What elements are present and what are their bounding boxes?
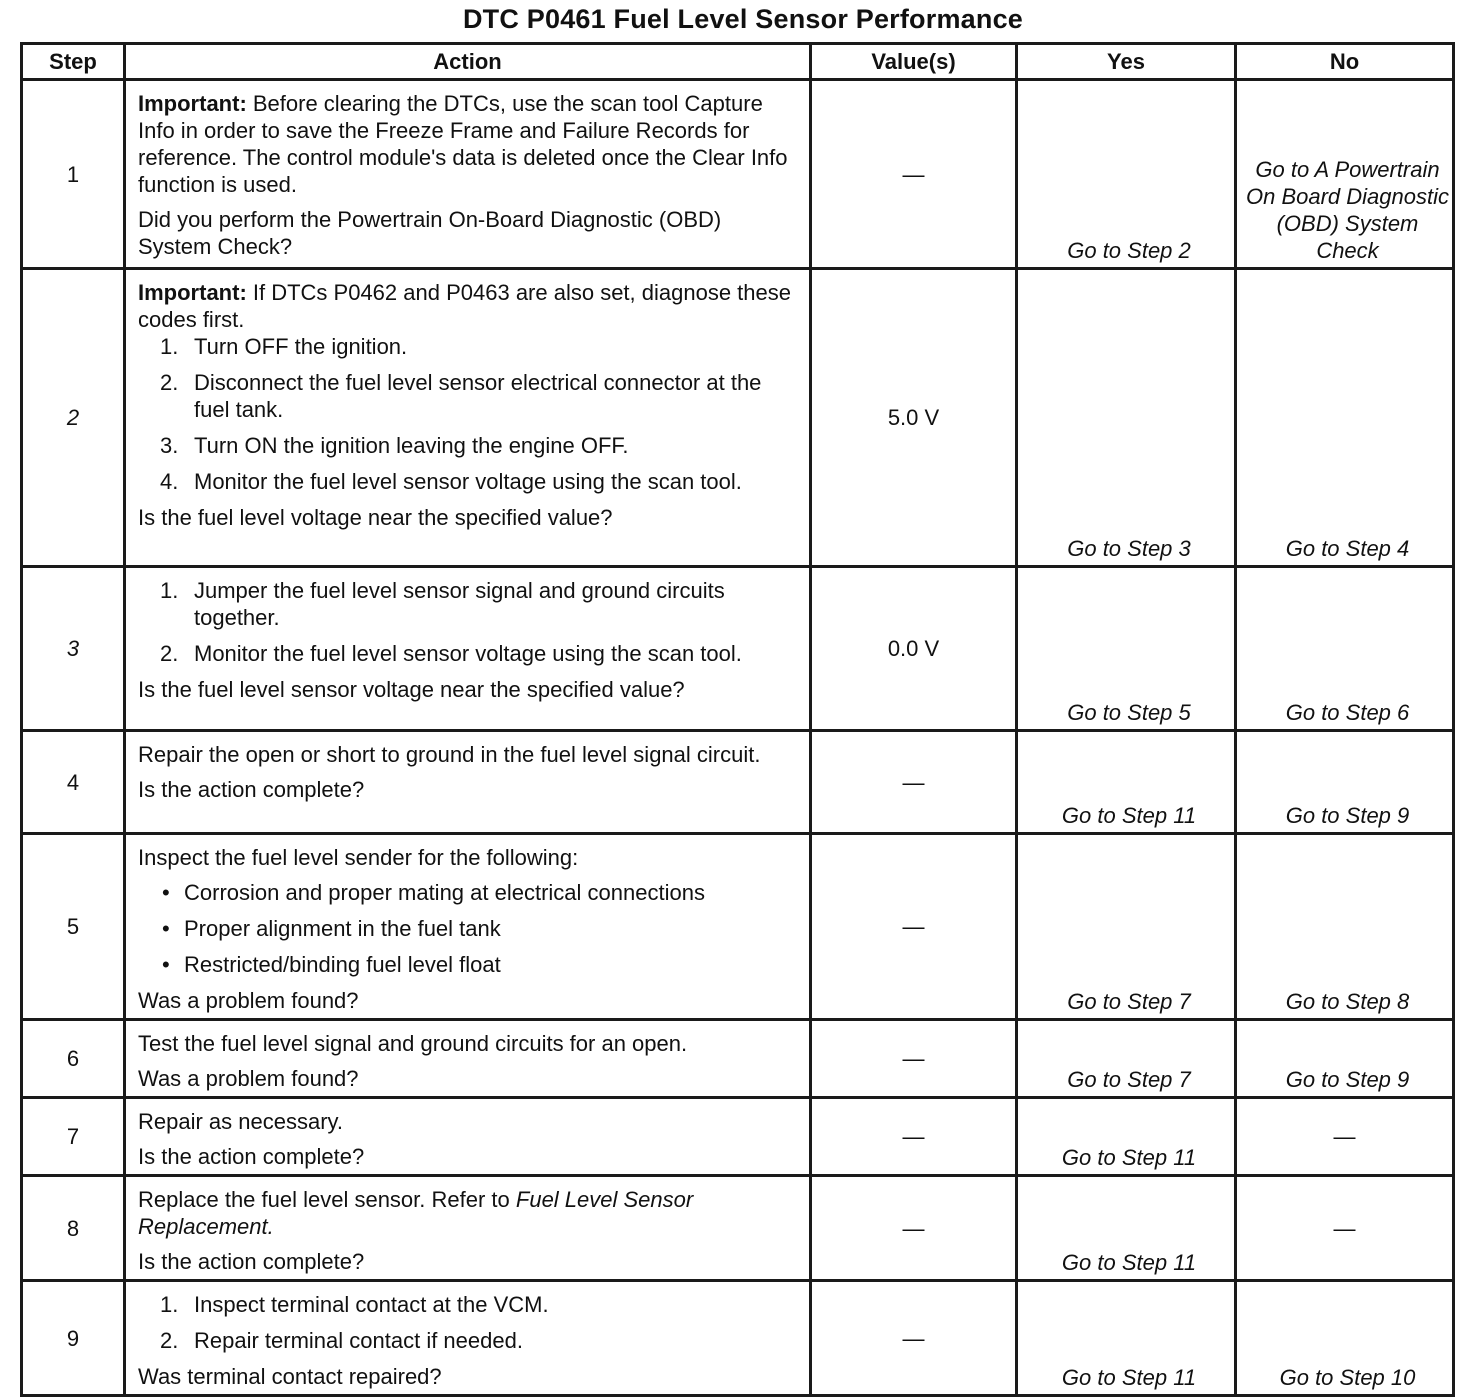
procedure-item: 1. Inspect terminal contact at the VCM. xyxy=(160,1292,549,1317)
step-question: Did you perform the Powertrain On-Board Diagnostic (OBD) System Check? xyxy=(138,207,722,259)
no-link: — xyxy=(1236,1098,1454,1176)
step-number: 4 xyxy=(22,731,125,834)
no-prefix: Go to xyxy=(1255,157,1315,182)
table-title: DTC P0461 Fuel Level Sensor Performance xyxy=(462,4,1024,34)
yes-link[interactable]: Go to Step 11 xyxy=(1017,1281,1236,1396)
value-cell: — xyxy=(811,834,1017,1020)
table-row xyxy=(22,269,1454,567)
step-number: 6 xyxy=(22,1020,125,1098)
header-step: Step xyxy=(22,44,125,80)
no-link[interactable]: Go to Step 9 xyxy=(1236,731,1454,834)
yes-link[interactable]: Go to Step 7 xyxy=(1017,834,1236,1020)
action-cell xyxy=(125,1281,811,1396)
procedure-item: 2. Repair terminal contact if needed. xyxy=(160,1328,523,1353)
procedure-list xyxy=(138,333,799,495)
diagnostic-table xyxy=(20,42,1455,1397)
no-link: — xyxy=(1236,1176,1454,1281)
action-cell xyxy=(125,834,811,1020)
procedure-item: 1. Jumper the fuel level sensor signal and ground circuits together. xyxy=(160,578,725,630)
procedure-item: 3. Turn ON the ignition leaving the engine OFF. xyxy=(160,433,629,458)
table-row xyxy=(22,1176,1454,1281)
yes-link[interactable]: Go to Step 2 xyxy=(1017,80,1236,269)
important-note xyxy=(138,90,799,198)
header-values: Value(s) xyxy=(811,44,1017,80)
table-row xyxy=(22,1020,1454,1098)
value-cell: — xyxy=(811,1098,1017,1176)
table-row xyxy=(22,567,1454,731)
action-cell xyxy=(125,1020,811,1098)
procedure-item: 4. Monitor the fuel level sensor voltage using the scan tool. xyxy=(160,469,742,494)
value-cell: — xyxy=(811,1020,1017,1098)
procedure-list xyxy=(138,1291,799,1354)
no-link[interactable]: Go to Step 8 xyxy=(1236,834,1454,1020)
value-cell: 5.0 V xyxy=(811,269,1017,567)
step-number: 7 xyxy=(22,1098,125,1176)
no-link[interactable] xyxy=(1236,80,1454,269)
yes-link[interactable]: Go to Step 11 xyxy=(1017,1176,1236,1281)
table-row xyxy=(22,731,1454,834)
step-number: 3 xyxy=(22,567,125,731)
step-question: Is the fuel level voltage near the specified value? xyxy=(138,505,613,530)
important-text: If DTCs P0462 and P0463 are also set, diagnose these codes first. xyxy=(138,280,791,332)
action-cell xyxy=(125,80,811,269)
procedure-item: 2. Monitor the fuel level sensor voltage using the scan tool. xyxy=(160,641,742,666)
step-question: Was terminal contact repaired? xyxy=(138,1364,442,1389)
action-cell xyxy=(125,269,811,567)
table-row xyxy=(22,1098,1454,1176)
action-cell xyxy=(125,1176,811,1281)
step-question: Is the fuel level sensor voltage near the specified value? xyxy=(138,677,685,702)
procedure-list xyxy=(138,577,799,667)
table-row xyxy=(22,80,1454,269)
table-row xyxy=(22,1281,1454,1396)
action-cell xyxy=(125,1098,811,1176)
step-question: Was a problem found? xyxy=(138,988,359,1013)
step-question: Is the action complete? xyxy=(138,1144,365,1169)
value-cell: — xyxy=(811,1176,1017,1281)
procedure-item: 1. Turn OFF the ignition. xyxy=(160,334,408,359)
header-action: Action xyxy=(125,44,811,80)
value-cell: 0.0 V xyxy=(811,567,1017,731)
step-number: 2 xyxy=(22,269,125,567)
step-number: 5 xyxy=(22,834,125,1020)
header-no: No xyxy=(1236,44,1454,80)
header-row xyxy=(22,44,1454,80)
procedure-item: 2. Disconnect the fuel level sensor electrical connector at the fuel tank. xyxy=(160,370,762,422)
step-instruction: Repair the open or short to ground in the fuel level signal circuit. xyxy=(138,742,761,767)
no-link[interactable]: Go to Step 4 xyxy=(1236,269,1454,567)
yes-link[interactable]: Go to Step 5 xyxy=(1017,567,1236,731)
inspection-item: • Proper alignment in the fuel tank xyxy=(162,916,501,941)
value-cell: — xyxy=(811,80,1017,269)
step-question: Is the action complete? xyxy=(138,1249,365,1274)
inspection-item: • Restricted/binding fuel level float xyxy=(162,952,501,977)
step-instruction: Test the fuel level signal and ground circuits for an open. xyxy=(138,1031,688,1056)
important-label: Important: xyxy=(138,280,247,305)
no-link[interactable]: Go to Step 6 xyxy=(1236,567,1454,731)
step-number: 8 xyxy=(22,1176,125,1281)
reference-link[interactable]: Fuel Level Sensor Replacement. xyxy=(138,1187,694,1239)
yes-link[interactable]: Go to Step 3 xyxy=(1017,269,1236,567)
yes-link[interactable]: Go to Step 11 xyxy=(1017,1098,1236,1176)
step-number: 9 xyxy=(22,1281,125,1396)
table-row xyxy=(22,834,1454,1020)
header-yes: Yes xyxy=(1017,44,1236,80)
no-link[interactable]: Go to Step 10 xyxy=(1236,1281,1454,1396)
step-instruction: Inspect the fuel level sender for the following: xyxy=(138,845,579,870)
inspection-list xyxy=(138,879,799,978)
step-number: 1 xyxy=(22,80,125,269)
value-cell: — xyxy=(811,1281,1017,1396)
no-reference: A Powertrain On Board Diagnostic (OBD) System Check xyxy=(1246,157,1449,263)
step-question: Is the action complete? xyxy=(138,777,365,802)
inspection-item: • Corrosion and proper mating at electrical connections xyxy=(162,880,705,905)
step-question: Was a problem found? xyxy=(138,1066,359,1091)
action-cell xyxy=(125,567,811,731)
important-text: Before clearing the DTCs, use the scan tool Capture Info in order to save the Freeze Frame and Failure Records for reference. The control module's data is deleted once the Clear Info function is used. xyxy=(138,91,788,197)
value-cell: — xyxy=(811,731,1017,834)
action-cell xyxy=(125,731,811,834)
no-link[interactable]: Go to Step 9 xyxy=(1236,1020,1454,1098)
yes-link[interactable]: Go to Step 7 xyxy=(1017,1020,1236,1098)
step-instruction: Repair as necessary. xyxy=(138,1109,344,1134)
important-label: Important: xyxy=(138,91,247,116)
step-instruction: Replace the fuel level sensor. Refer to Fuel Level Sensor Replacement. xyxy=(138,1187,694,1239)
important-note xyxy=(138,279,799,333)
yes-link[interactable]: Go to Step 11 xyxy=(1017,731,1236,834)
